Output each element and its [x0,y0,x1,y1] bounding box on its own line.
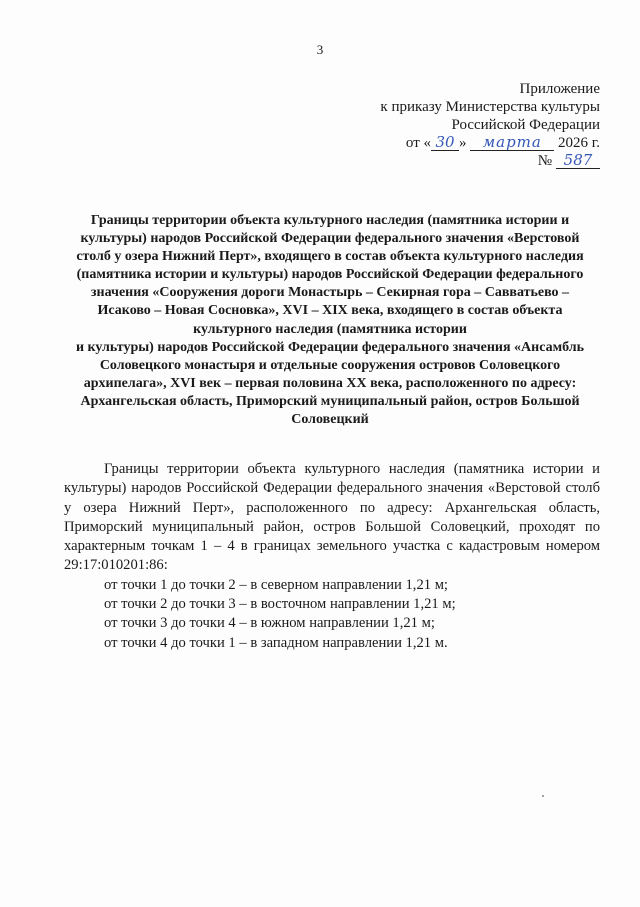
title-line: значения «Сооружения дороги Монастырь – Секирная гора – Савватьево – [90,285,570,301]
title-line: Соловецкий [291,412,369,428]
title-line: Границы территории объекта культурного наследия (памятника истории и [90,213,570,228]
date-prefix: от « [405,135,432,151]
title-line: культуры) народов Российской Федерации федерального значения «Верстовой [80,231,580,247]
appendix-date [300,134,600,152]
appendix-number [300,152,600,170]
date-day-handwritten: 30 [431,134,459,151]
title-line: Соловецкого монастыря и отдельные сооружения островов Соловецкого [99,357,561,373]
title-line: Архангельская область, Приморский муниципальный район, остров Большой [80,393,580,409]
boundary-description: Границы территории объекта культурного наследия (памятника истории и культуры) народов Российской Федерации федерального значения «Верстовой столб у озера Нижний Перт», расположенного по адресу: Архангельская область, Приморский муниципальный район, остров Большой Соловецкий, проходят по характерным точкам 1 – 4 в границах земельного участка с кадастровым номером 29:17:010201:86: [64,461,600,574]
title-line: культурного наследия (памятника истории [193,321,467,337]
date-month-handwritten: марта [470,134,554,151]
number-prefix: № [537,153,552,169]
title-line: Исаково – Новая Сосновка», XVI – XIX века, входящего в состав объекта [97,303,563,319]
document-body [64,460,600,653]
appendix-ministry: Российской Федерации [451,117,600,133]
boundary-segment: от точки 3 до точки 4 – в южном направлении 1,21 м; [104,615,435,632]
title-line: столб у озера Нижний Перт», входящего в состав объекта культурного наследия [76,249,584,265]
boundary-segment: от точки 2 до точки 3 – в восточном направлении 1,21 м; [104,596,456,613]
boundary-segment: от точки 1 до точки 2 – в северном направлении 1,21 м; [104,576,448,593]
title-line: архипелага», XVI век – первая половина XX века, расположенного по адресу: [83,375,577,391]
document-title [70,212,590,429]
date-year: 2026 г. [558,135,600,151]
boundary-segment-list [64,576,600,653]
page-number: 3 [316,42,324,57]
appendix-label: Приложение [519,81,600,97]
scan-speck [542,795,544,797]
number-handwritten: 587 [556,152,600,169]
appendix-order-ref: к приказу Министерства культуры [380,99,600,115]
appendix-header [300,80,600,170]
boundary-segment: от точки 4 до точки 1 – в западном направлении 1,21 м. [104,634,448,651]
date-mid: » [459,135,467,151]
title-line: (памятника истории и культуры) народов Российской Федерации федерального [76,267,584,283]
title-line: и культуры) народов Российской Федерации федерального значения «Ансамбль [75,339,585,355]
